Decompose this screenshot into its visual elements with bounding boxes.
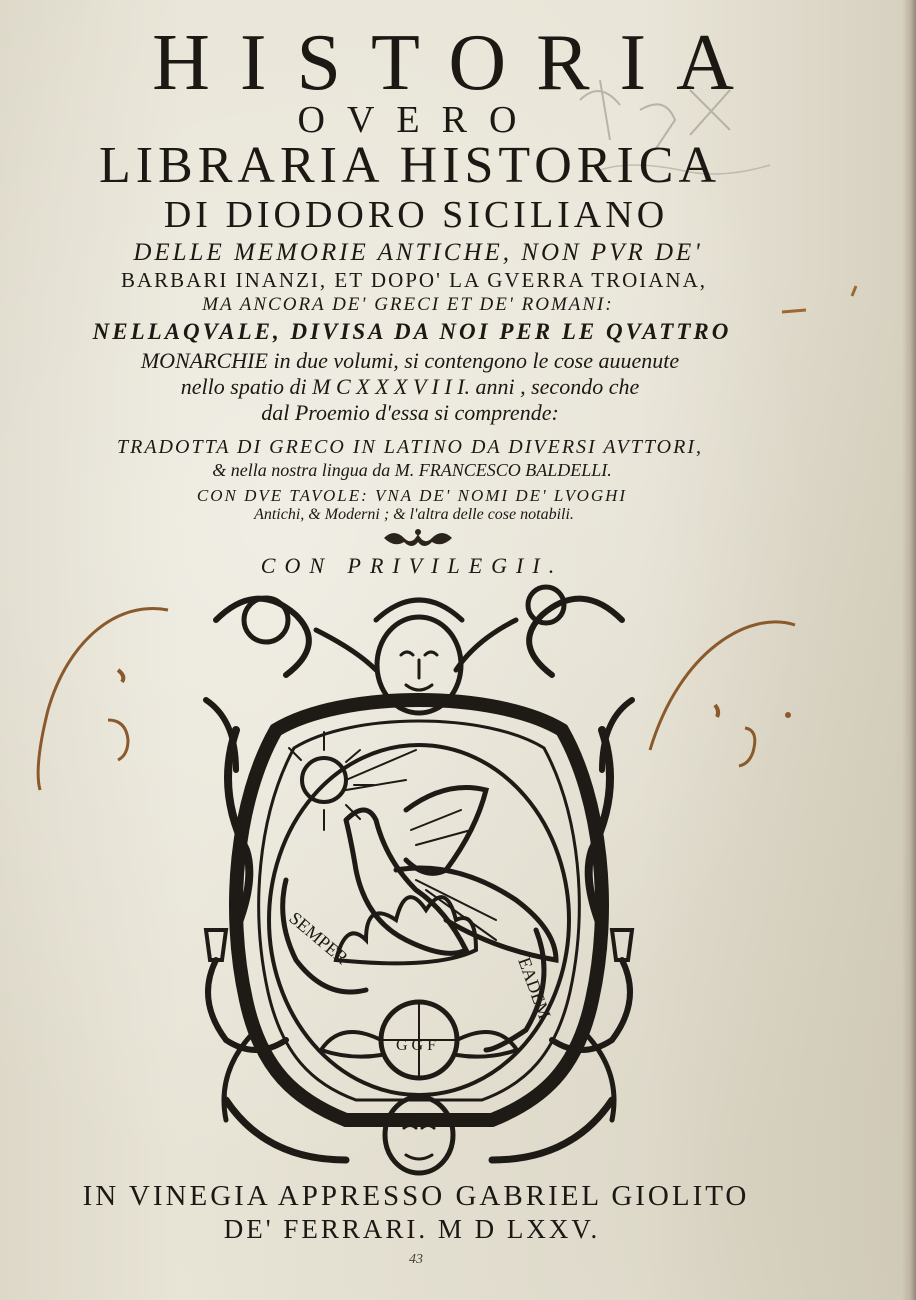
globe-letters: G G F	[396, 1037, 437, 1054]
brown-ink-flourish-left	[28, 600, 178, 800]
imprint-line-1: IN VINEGIA APPRESSO GABRIEL GIOLITO	[82, 1180, 750, 1212]
ribbon-right-text: EADEM	[514, 954, 555, 1022]
handwritten-page-number: 43	[409, 1252, 423, 1267]
title-historia: HISTORIA	[152, 19, 764, 107]
subtitle-line-1: DELLE MEMORIE ANTICHE, NON PVR DE'	[133, 239, 703, 266]
ink-stain-marks	[776, 280, 866, 320]
translation-line-2: & nella nostra lingua da M. FRANCESCO BALDELLI.	[212, 460, 612, 480]
subtitle-line-7: dal Proemio d'essa si comprende:	[261, 400, 559, 425]
brown-ink-flourish-right	[640, 610, 810, 780]
subtitle-line-3: MA ANCORA DE' GRECI ET DE' ROMANI:	[202, 294, 614, 315]
title-author: DI DIODORO SICILIANO	[163, 194, 669, 236]
printers-device-woodcut	[196, 580, 642, 1182]
subtitle-line-4: NELLAQVALE, DIVISA DA NOI PER LE QVATTRO	[92, 319, 732, 344]
page-edge-shadow	[902, 0, 916, 1300]
ribbon-left-text: SEMPER	[285, 907, 352, 969]
subtitle-line-6: nello spatio di M C X X X V I I I. anni , secondo che	[180, 374, 640, 399]
imprint-line-2: DE' FERRARI. M D LXXV.	[223, 1214, 601, 1244]
privilege-line: CON PRIVILEGII.	[260, 553, 564, 578]
subtitle-line-5: MONARCHIE in due volumi, si contengono le cose auuenute	[140, 348, 680, 373]
tables-line-2: Antichi, & Moderni ; & l'altra delle cose notabili.	[254, 506, 574, 523]
subtitle-line-2: BARBARI INANZI, ET DOPO' LA GVERRA TROIANA,	[120, 268, 708, 292]
title-libraria-historica: LIBRARIA HISTORICA	[98, 137, 722, 194]
translation-line-1: TRADOTTA DI GRECO IN LATINO DA DIVERSI AVTTORI,	[117, 436, 703, 458]
tables-line-1: CON DVE TAVOLE: VNA DE' NOMI DE' LVOGHI	[196, 486, 628, 505]
title-overo: OVERO	[297, 99, 539, 141]
fleuron-ornament	[380, 524, 456, 550]
